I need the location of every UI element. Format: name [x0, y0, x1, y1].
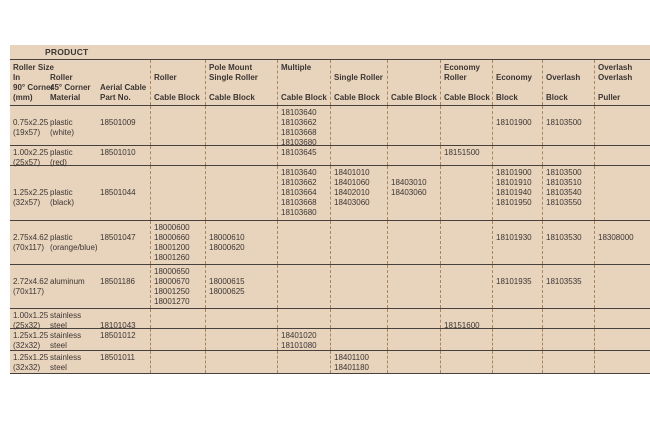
table-cell — [47, 106, 97, 145]
cell-line: 18000670 — [154, 277, 190, 286]
cell-line: 18401010 — [334, 168, 370, 177]
header-col — [205, 60, 277, 105]
cell-line: 2.75x4.62 — [13, 233, 49, 242]
table-cell — [387, 309, 440, 328]
cell-line: In — [13, 73, 21, 82]
cell-line: 2.72x4.62 — [13, 277, 49, 286]
table-cell — [330, 106, 387, 145]
cell-line: 18401060 — [334, 178, 370, 187]
table-cell — [10, 106, 47, 145]
cell-line — [546, 223, 593, 233]
cell-line: 18103664 — [281, 188, 317, 197]
cell-line: 18103500 — [546, 118, 582, 127]
table-cell — [492, 351, 542, 373]
cell-line: 18403060 — [334, 198, 370, 207]
cell-line: stainless — [50, 331, 82, 340]
cell-line: Overlash — [598, 73, 633, 82]
cell-line: 1.25x1.25 — [13, 331, 49, 340]
table-cell — [47, 309, 97, 328]
table-cell — [387, 351, 440, 373]
cell-line: steel — [50, 321, 67, 330]
cell-line: 1.25x2.25 — [13, 188, 49, 197]
cell-line — [546, 108, 593, 118]
cell-line: 1.25x1.25 — [13, 353, 49, 362]
product-spec-table — [10, 45, 650, 374]
cell-line: plastic — [50, 233, 73, 242]
cell-line: 18101910 — [496, 178, 532, 187]
table-cell — [542, 329, 594, 350]
cell-line: 18402010 — [334, 188, 370, 197]
header-col-subtitle: Cable Block — [391, 93, 437, 102]
cell-line: 18000660 — [154, 233, 190, 242]
cell-line: 18103640 — [281, 168, 317, 177]
table-cell — [205, 146, 277, 165]
cell-line: (70x117) — [13, 243, 44, 252]
table-cell — [330, 221, 387, 264]
cell-line: Roller — [154, 73, 177, 82]
cell-line: Aerial Cable — [100, 83, 147, 92]
table-cell — [277, 106, 330, 145]
cell-line — [100, 267, 149, 277]
table-cell — [277, 166, 330, 220]
cell-line: steel — [50, 363, 67, 372]
cell-line: 18101900 — [496, 168, 532, 177]
header-col-title — [598, 63, 649, 83]
cell-line: stainless — [50, 311, 82, 320]
cell-line: 18101900 — [496, 118, 532, 127]
cell-line: 18101930 — [496, 233, 532, 242]
cell-line — [50, 178, 96, 188]
cell-line: 18000625 — [209, 287, 245, 296]
table-cell — [205, 265, 277, 308]
table-cell — [594, 265, 650, 308]
cell-line — [50, 63, 96, 73]
header-col — [330, 60, 387, 105]
cell-line: Economy — [444, 63, 481, 72]
cell-line: 18103550 — [546, 198, 582, 207]
table-cell — [97, 146, 150, 165]
table-cell — [330, 309, 387, 328]
cell-line — [496, 223, 541, 233]
cell-line: 18000600 — [154, 223, 190, 232]
table-cell — [10, 166, 47, 220]
cell-line: 18001200 — [154, 243, 190, 252]
table-cell — [330, 166, 387, 220]
cell-line: 18103680 — [281, 138, 317, 147]
cell-line: 18501011 — [100, 353, 135, 362]
header-col-subtitle: Block — [496, 93, 518, 102]
header-col — [594, 60, 650, 105]
cell-line: 18101940 — [496, 188, 532, 197]
cell-line: plastic — [50, 188, 73, 197]
header-row — [10, 60, 650, 106]
table-cell — [10, 265, 47, 308]
cell-line: Pole Mount — [209, 63, 253, 72]
cell-line — [100, 311, 149, 321]
cell-line: 18000610 — [209, 233, 245, 242]
header-col — [150, 60, 205, 105]
cell-line: 18103510 — [546, 178, 582, 187]
table-cell — [387, 265, 440, 308]
cell-line: 18101935 — [496, 277, 532, 286]
cell-line: 18103662 — [281, 118, 317, 127]
table-cell — [47, 265, 97, 308]
table-cell — [205, 351, 277, 373]
header-col-subtitle: Block — [546, 93, 568, 102]
table-cell — [97, 106, 150, 145]
header-col-subtitle: (mm) — [13, 93, 33, 102]
table-cell — [97, 329, 150, 350]
table-cell — [440, 221, 492, 264]
header-col-subtitle: Cable Block — [281, 93, 327, 102]
cell-line: 18001260 — [154, 253, 190, 262]
table-cell — [277, 146, 330, 165]
cell-line: 18103668 — [281, 198, 317, 207]
cell-line: 18101950 — [496, 198, 532, 207]
header-col-title — [546, 63, 593, 83]
table-row — [10, 146, 650, 166]
cell-line: 90° Corner — [13, 83, 54, 92]
table-cell — [97, 221, 150, 264]
table-cell — [440, 106, 492, 145]
table-cell — [492, 309, 542, 328]
header-col-title — [334, 63, 386, 83]
header-col — [97, 60, 150, 105]
cell-line — [13, 178, 46, 188]
cell-line: Roller — [50, 73, 73, 82]
cell-line: 18501186 — [100, 277, 135, 286]
table-cell — [440, 329, 492, 350]
table-cell — [542, 309, 594, 328]
cell-line — [100, 223, 149, 233]
cell-line — [50, 108, 96, 118]
table-cell — [492, 221, 542, 264]
table-cell — [492, 146, 542, 165]
table-cell — [277, 221, 330, 264]
table-row — [10, 265, 650, 309]
table-cell — [387, 166, 440, 220]
table-cell — [387, 221, 440, 264]
cell-line — [546, 267, 593, 277]
header-col — [277, 60, 330, 105]
cell-line: 18501044 — [100, 188, 136, 197]
cell-line — [496, 267, 541, 277]
cell-line — [100, 108, 149, 118]
cell-line: 18000615 — [209, 277, 245, 286]
table-row — [10, 351, 650, 374]
cell-line: 18501009 — [100, 118, 136, 127]
table-cell — [594, 309, 650, 328]
table-cell — [205, 166, 277, 220]
table-cell — [594, 329, 650, 350]
cell-line: 18000620 — [209, 243, 245, 252]
cell-line: 1.00x1.25 — [13, 311, 49, 320]
cell-line — [546, 63, 593, 73]
cell-line: 18101080 — [281, 341, 317, 350]
cell-line: (32x57) — [13, 198, 41, 207]
table-cell — [277, 309, 330, 328]
cell-line: 18103668 — [281, 128, 317, 137]
cell-line: 18501010 — [100, 148, 136, 157]
cell-line — [391, 168, 439, 178]
table-cell — [205, 309, 277, 328]
table-cell — [205, 221, 277, 264]
table-cell — [205, 329, 277, 350]
header-col — [10, 60, 54, 105]
table-cell — [150, 351, 205, 373]
product-band — [10, 45, 650, 60]
table-row — [10, 329, 650, 351]
table-cell — [47, 329, 97, 350]
cell-line: 18103680 — [281, 208, 317, 217]
table-cell — [47, 351, 97, 373]
header-col-title — [100, 63, 149, 93]
table-cell — [10, 329, 47, 350]
header-col-subtitle: Material — [50, 93, 81, 102]
header-col-subtitle: Cable Block — [154, 93, 200, 102]
cell-line — [598, 223, 649, 233]
cell-line: 18501012 — [100, 331, 136, 340]
cell-line: Roller Size — [13, 63, 54, 72]
table-cell — [330, 329, 387, 350]
header-col-subtitle: Part No. — [100, 93, 131, 102]
header-col-title — [496, 63, 541, 83]
header-col — [440, 60, 492, 105]
cell-line: Multiple — [281, 63, 312, 72]
cell-line — [444, 311, 491, 321]
cell-line: steel — [50, 341, 67, 350]
cell-line: 18403060 — [391, 188, 427, 197]
cell-line: 18103662 — [281, 178, 317, 187]
table-cell — [440, 351, 492, 373]
table-cell — [277, 265, 330, 308]
cell-line: 18103535 — [546, 277, 582, 286]
cell-line — [13, 223, 46, 233]
cell-line: 18001270 — [154, 297, 190, 306]
cell-line: 18403010 — [391, 178, 427, 187]
cell-line: 18401020 — [281, 331, 317, 340]
cell-line — [209, 223, 276, 233]
cell-line — [334, 63, 386, 73]
cell-line: (32x32) — [13, 341, 41, 350]
header-col-subtitle: Puller — [598, 93, 621, 102]
table-cell — [542, 106, 594, 145]
table-cell — [440, 265, 492, 308]
cell-line: 18001250 — [154, 287, 190, 296]
cell-line: 1.00x2.25 — [13, 148, 49, 157]
table-cell — [492, 329, 542, 350]
cell-line — [100, 63, 149, 73]
table-cell — [440, 166, 492, 220]
header-col-subtitle: Cable Block — [334, 93, 380, 102]
cell-line: 18103640 — [281, 108, 317, 117]
cell-line: 18000650 — [154, 267, 190, 276]
cell-line: 18101043 — [100, 321, 136, 330]
header-col — [492, 60, 542, 105]
cell-line: Single Roller — [334, 73, 383, 82]
cell-line — [50, 267, 96, 277]
table-cell — [387, 106, 440, 145]
cell-line: 18308000 — [598, 233, 634, 242]
table-row — [10, 309, 650, 329]
header-col — [387, 60, 440, 105]
table-row — [10, 106, 650, 146]
cell-line: (red) — [50, 158, 67, 167]
header-col-title — [281, 63, 329, 73]
cell-line — [50, 168, 96, 178]
table-cell — [47, 166, 97, 220]
table-cell — [10, 221, 47, 264]
cell-line: (32x32) — [13, 363, 41, 372]
cell-line — [209, 267, 276, 277]
table-cell — [440, 146, 492, 165]
table-cell — [492, 166, 542, 220]
header-col — [542, 60, 594, 105]
cell-line: Overlash — [598, 63, 633, 72]
table-cell — [150, 329, 205, 350]
cell-line — [496, 63, 541, 73]
table-cell — [492, 106, 542, 145]
cell-line: 18151500 — [444, 148, 480, 157]
cell-line: (black) — [50, 198, 75, 207]
header-col-subtitle: Cable Block — [209, 93, 255, 102]
cell-line: (orange/blue) — [50, 243, 98, 252]
cell-line — [154, 63, 204, 73]
header-col-title — [444, 63, 491, 83]
header-col-title — [50, 63, 96, 93]
cell-line: plastic — [50, 118, 73, 127]
table-cell — [47, 221, 97, 264]
cell-line: Single Roller — [209, 73, 258, 82]
table-cell — [150, 221, 205, 264]
cell-line — [496, 108, 541, 118]
table-cell — [594, 106, 650, 145]
table-cell — [150, 166, 205, 220]
table-row — [10, 221, 650, 265]
table-cell — [542, 146, 594, 165]
cell-line: (white) — [50, 128, 75, 137]
table-body — [10, 106, 650, 374]
table-cell — [594, 351, 650, 373]
table-cell — [10, 146, 47, 165]
cell-line: (25x57) — [13, 158, 41, 167]
table-cell — [542, 221, 594, 264]
table-cell — [387, 146, 440, 165]
cell-line: 18103500 — [546, 168, 582, 177]
header-col-title — [209, 63, 276, 83]
table-cell — [150, 265, 205, 308]
header-col-title — [154, 63, 204, 83]
table-cell — [277, 351, 330, 373]
cell-line: 18103645 — [281, 148, 317, 157]
cell-line: 18103540 — [546, 188, 582, 197]
header-col — [47, 60, 97, 105]
header-col-title — [13, 63, 54, 93]
table-cell — [330, 265, 387, 308]
cell-line: 18401100 — [334, 353, 369, 362]
table-cell — [10, 351, 47, 373]
table-row — [10, 166, 650, 221]
table-cell — [330, 146, 387, 165]
table-cell — [492, 265, 542, 308]
table-cell — [594, 221, 650, 264]
cell-line — [13, 267, 46, 277]
table-cell — [97, 166, 150, 220]
cell-line: Roller — [444, 73, 467, 82]
table-cell — [150, 146, 205, 165]
product-title: PRODUCT — [45, 47, 89, 57]
cell-line: Overlash — [546, 73, 581, 82]
cell-line: (70x117) — [13, 287, 44, 296]
table-cell — [205, 106, 277, 145]
table-cell — [47, 146, 97, 165]
cell-line: (25x32) — [13, 321, 41, 330]
cell-line: Economy — [496, 73, 533, 82]
cell-line — [100, 178, 149, 188]
cell-line — [50, 223, 96, 233]
cell-line — [100, 73, 149, 83]
cell-line: stainless — [50, 353, 82, 362]
cell-line: aluminum — [50, 277, 85, 286]
table-cell — [542, 351, 594, 373]
cell-line: 0.75x2.25 — [13, 118, 49, 127]
cell-line — [13, 168, 46, 178]
table-cell — [387, 329, 440, 350]
table-cell — [594, 146, 650, 165]
table-cell — [594, 166, 650, 220]
cell-line: 18401180 — [334, 363, 369, 372]
table-cell — [542, 166, 594, 220]
cell-line: 18103530 — [546, 233, 582, 242]
header-col-subtitle: Cable Block — [444, 93, 490, 102]
table-cell — [97, 265, 150, 308]
table-cell — [150, 106, 205, 145]
cell-line — [100, 168, 149, 178]
table-cell — [277, 329, 330, 350]
cell-line: (19x57) — [13, 128, 41, 137]
table-cell — [440, 309, 492, 328]
cell-line: 18501047 — [100, 233, 136, 242]
cell-line: 45° Corner — [50, 83, 91, 92]
table-cell — [10, 309, 47, 328]
cell-line: 18151600 — [444, 321, 480, 330]
table-cell — [97, 309, 150, 328]
table-cell — [330, 351, 387, 373]
cell-line — [13, 108, 46, 118]
table-cell — [150, 309, 205, 328]
table-cell — [542, 265, 594, 308]
cell-line: plastic — [50, 148, 73, 157]
table-cell — [97, 351, 150, 373]
